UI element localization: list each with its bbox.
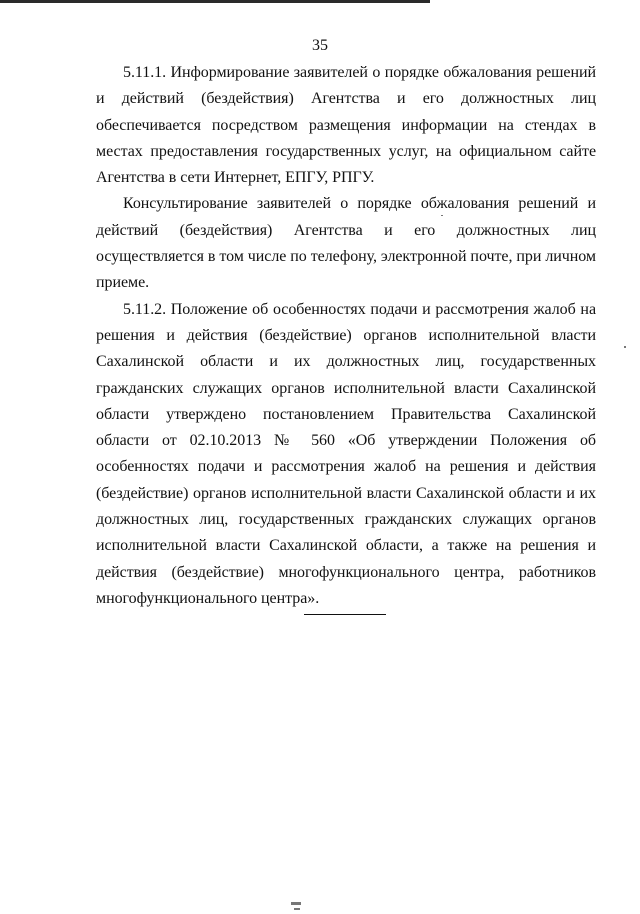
scan-speck (624, 346, 626, 348)
page-number: 35 (312, 37, 328, 54)
scan-speck (441, 215, 443, 216)
paragraph-5-11-2: 5.11.2. Положение об особенностях подачи и рассмотрения жалоб на решения и действия (бездействие) органов исполнительной власти Сахалинской области и их должностных лиц, государственных гражданских служащих органов исполнительной власти Сахалинской области утверждено постановлением Правительства Сахалинской области от 02.10.2013 № 560 «Об утверждении Положения об особенностях подачи и рассмотрения жалоб на решения и действия (бездействие) органов исполнительной власти Сахалинской области и их должностных лиц, государственных гражданских служащих органов исполнительной власти Сахалинской области, а также на решения и действия (бездействие) многофункционального центра, работников многофункционального центра». (96, 300, 596, 607)
scan-edge (0, 0, 430, 3)
scan-speck (291, 902, 301, 905)
closing-divider (304, 614, 386, 615)
scan-speck (294, 908, 300, 910)
document-body (96, 60, 596, 612)
paragraph-5-11-1: 5.11.1. Информирование заявителей о порядке обжалования решений и действий (бездействия) Агентства и его должностных лиц обеспечивается посредством размещения информации на стендах в местах предоставления государственных услуг, на официальном сайте Агентства в сети Интернет, ЕПГУ, РПГУ. (96, 64, 596, 187)
paragraph-consulting: Консультирование заявителей о порядке обжалования решений и действий (бездействия) Агентства и его должностных лиц осуществляется в том числе по телефону, электронной почте, при личном приеме. (96, 195, 596, 292)
